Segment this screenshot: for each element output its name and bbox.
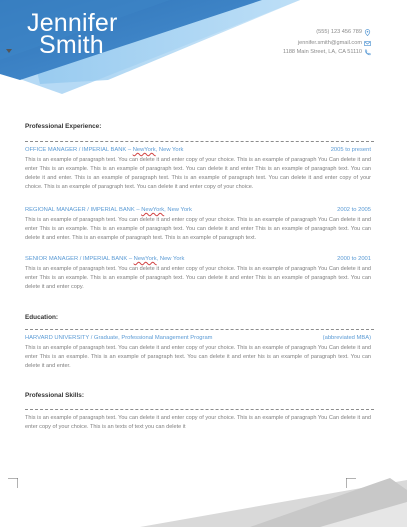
footer-decoration bbox=[0, 470, 407, 527]
school-name: HARVARD UNIVERSITY / Graduate, Professional Management Program bbox=[25, 335, 213, 341]
job-date: 2002 to 2005 bbox=[337, 207, 371, 213]
job-description-2: This is an example of paragraph text. You can delete it and enter copy of your choice. This is an example of paragraph You Can delete it and enter This is an example. This is an example of paragraph text. You can delete it and enter This is an example of paragraph text. You can delete it and enter. This is an example of paragraph text. This is an example of paragraph text. bbox=[25, 217, 371, 241]
job-heading-1 bbox=[25, 147, 371, 153]
envelope-icon bbox=[364, 40, 371, 47]
degree-name: (abbreviated MBA) bbox=[322, 335, 371, 341]
skills-heading: Professional Skills: bbox=[25, 392, 84, 399]
phone-number: (555) 123 456 789 bbox=[316, 29, 362, 35]
phone-icon bbox=[364, 49, 371, 56]
job-date: 2005 to present bbox=[330, 147, 371, 153]
job-heading-2 bbox=[25, 207, 371, 213]
job-location: NewYork bbox=[132, 147, 156, 153]
job-location-suffix: , New York bbox=[156, 256, 185, 262]
job-heading-3 bbox=[25, 256, 371, 262]
skills-description: This is an example of paragraph text. You can delete it and enter copy of your choice. This is an example of paragraph You Can delete it and enter copy of your choice. This is an texts of text you can delete it bbox=[25, 415, 371, 430]
last-name: Smith bbox=[39, 31, 104, 59]
job-title: SENIOR MANAGER / IMPERIAL BANK – bbox=[25, 256, 134, 262]
job-location: NewYork bbox=[133, 256, 157, 262]
job-location: NewYork bbox=[141, 207, 165, 213]
job-title: REGIONAL MANAGER / IMPERIAL BANK – bbox=[25, 207, 142, 213]
job-location-suffix: , New York bbox=[155, 147, 184, 153]
section-divider bbox=[25, 409, 374, 410]
job-title: OFFICE MANAGER / IMPERIAL BANK – bbox=[25, 147, 133, 153]
email-address: jennifer.smith@gmail.com bbox=[297, 40, 362, 46]
experience-heading: Professional Experience: bbox=[25, 123, 102, 130]
location-pin-icon bbox=[364, 29, 371, 36]
section-divider bbox=[25, 141, 374, 142]
margin-marker bbox=[6, 49, 12, 53]
job-description-3: This is an example of paragraph text. You can delete it and enter copy of your choice. This is an example of paragraph You Can delete it and enter This is an example. This is an example of paragraph text. You can delete it and enter This is an example of paragraph text. You can delete it and enter copy. bbox=[25, 266, 371, 290]
first-name: Jennifer bbox=[27, 9, 118, 37]
education-description: This is an example of paragraph text. You can delete it and enter copy of your choice. This is an example of paragraph You Can delete it and enter This is an example. This is an example of paragraph text. You can delete it and enter his is an example of paragraph text. You can delete it and enter. bbox=[25, 345, 371, 369]
postal-address: 1188 Main Street, LA, CA 51110 bbox=[283, 49, 362, 55]
job-date: 2000 to 2001 bbox=[337, 256, 371, 262]
job-description-1: This is an example of paragraph text. You can delete it and enter copy of your choice. This is an example of paragraph You Can delete it and enter This is an example. This is an example of paragraph text. You can delete it and enter This is an example of paragraph text. You can delete it and enter. This is an example of paragraph text. This is an example of paragraph text. You can delete it and enter copy of your choice. This is an example of paragraph text. You can delete it and enter copy of your choice. bbox=[25, 157, 371, 190]
education-heading-row bbox=[25, 335, 371, 341]
section-divider bbox=[25, 329, 374, 330]
education-heading: Education: bbox=[25, 314, 59, 321]
job-location-suffix: , New York bbox=[164, 207, 192, 213]
